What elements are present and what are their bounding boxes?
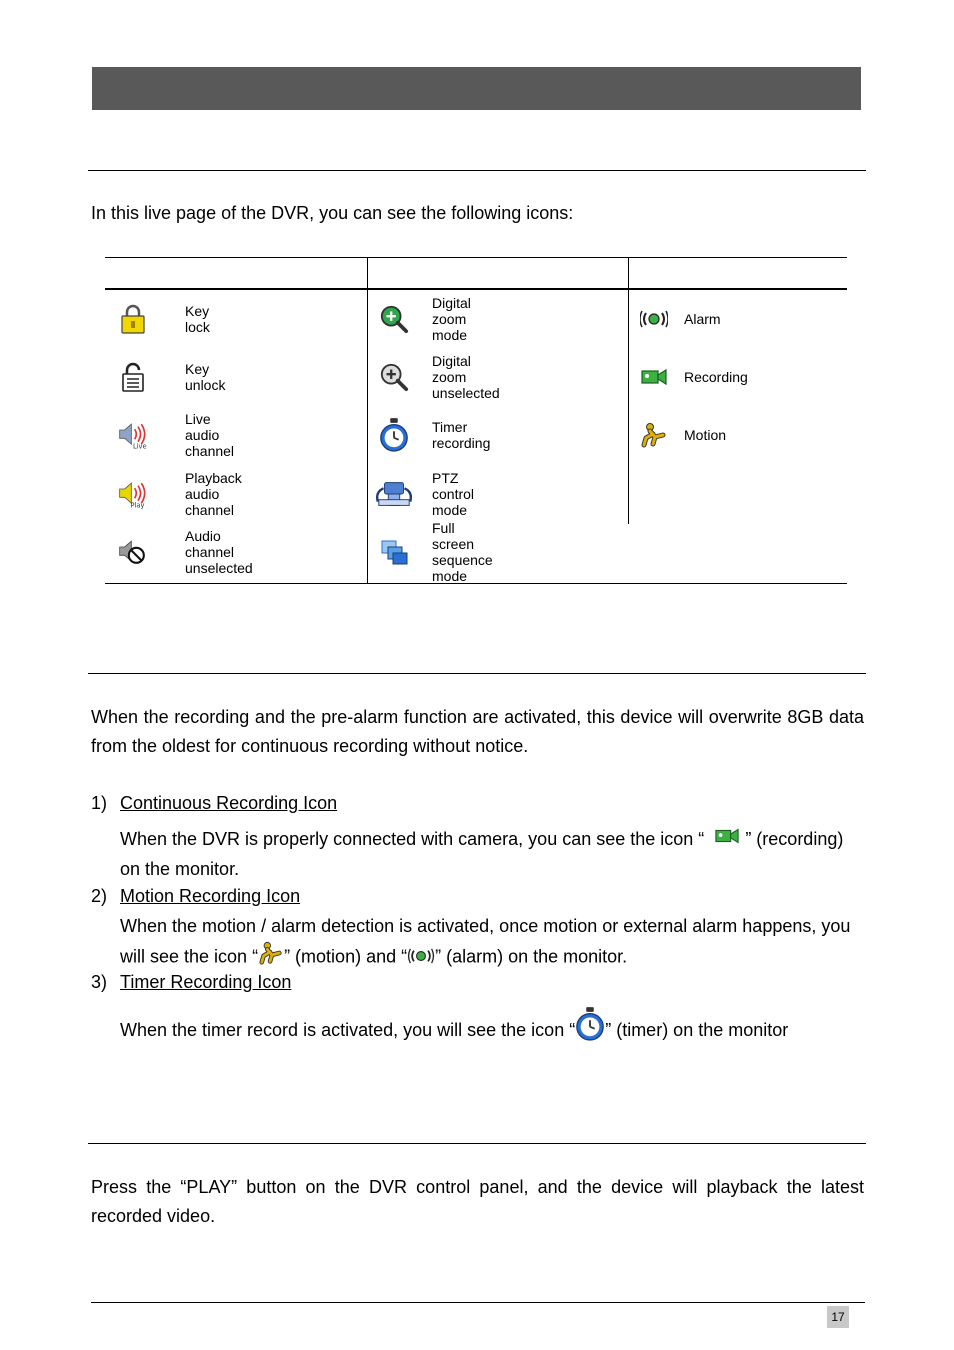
list-body [120, 911, 865, 974]
list-title: Continuous Recording Icon [120, 793, 338, 813]
section-rule [88, 170, 866, 171]
live-audio-icon [118, 418, 148, 452]
icon-row [375, 465, 475, 523]
icon-label: PTZ control mode [432, 470, 475, 518]
icon-row [118, 406, 235, 464]
timer-icon [575, 1006, 605, 1056]
icon-label: Digital zoom unselected [432, 353, 500, 401]
playback-description: Press the “PLAY” button on the DVR control panel, and the device will playback the latest recorded video. [91, 1177, 864, 1226]
icon-label: Audio channel unselected [185, 528, 253, 576]
list-title: Motion Recording Icon [120, 886, 301, 906]
alarm-icon [407, 943, 435, 973]
timer-icon [379, 418, 409, 452]
key-lock-icon [118, 302, 148, 336]
list-number: 2) [91, 886, 108, 906]
section-rule [88, 673, 866, 674]
section-rule [88, 1143, 866, 1144]
list-text: ” (recording) on the monitor. [120, 829, 844, 879]
icon-label: Motion [684, 427, 727, 443]
icon-label: Recording [684, 369, 748, 385]
list-number: 1) [91, 793, 108, 813]
icon-table [105, 257, 847, 584]
icon-row [118, 465, 242, 523]
digital-zoom-icon [379, 302, 409, 336]
digital-zoom-unselected-icon [379, 360, 409, 394]
icon-row [639, 290, 721, 348]
chapter-header-bar [92, 67, 861, 110]
icon-row [639, 348, 748, 406]
list-text: When the motion / alarm detection is activated, once motion or external alarm happens, you will see the icon “ [120, 916, 851, 967]
icon-row [379, 520, 493, 584]
list-text: ” (motion) and “ [284, 946, 408, 967]
page-number: 17 [827, 1306, 849, 1328]
list-body [120, 825, 865, 884]
list-text: ” (timer) on the monitor [605, 1019, 789, 1040]
icon-row [379, 348, 500, 406]
list-text: When the timer record is activated, you will see the icon “ [120, 1019, 576, 1040]
table-header-rule [105, 288, 847, 290]
sequence-icon [379, 535, 409, 569]
ptz-icon [375, 477, 413, 511]
list-text: ” (alarm) on the monitor. [435, 946, 628, 967]
alarm-icon [639, 302, 669, 336]
list-body [120, 1006, 865, 1056]
icon-row [639, 406, 727, 464]
table-col-divider [628, 257, 629, 524]
icon-label: Timer recording [432, 419, 491, 451]
icon-label: Digital zoom mode [432, 295, 471, 343]
key-unlock-icon [118, 360, 148, 394]
icon-row [379, 290, 471, 348]
recording-description: When the recording and the pre-alarm function are activated, this device will overwrite 8GB data from the oldest for continuous recording without notice. [91, 707, 864, 756]
live-audio-badge: Live [133, 442, 147, 451]
icon-label: Alarm [684, 311, 721, 327]
icon-label: Playback audio channel [185, 470, 242, 518]
intro-text: In this live page of the DVR, you can see the following icons: [91, 203, 574, 223]
playback-audio-icon [118, 477, 148, 511]
icon-row [379, 406, 491, 464]
icon-label: Full screen sequence mode [432, 520, 493, 584]
recording-icon [639, 360, 669, 394]
list-title: Timer Recording Icon [120, 972, 292, 992]
motion-icon [639, 418, 669, 452]
table-top-rule [105, 257, 847, 258]
icon-row [118, 523, 253, 581]
table-col-divider [367, 257, 368, 584]
icon-row [118, 290, 210, 348]
icon-label: Key lock [185, 303, 210, 335]
footer-rule [91, 1302, 865, 1303]
recording-icon [715, 826, 739, 855]
audio-unselected-icon [118, 535, 148, 569]
list-text: When the DVR is properly connected with camera, you can see the icon “ [120, 829, 705, 849]
list-number: 3) [91, 972, 108, 992]
play-audio-badge: Play [130, 501, 145, 510]
icon-label: Key unlock [185, 361, 226, 393]
icon-row [118, 348, 226, 406]
icon-label: Live audio channel [185, 411, 235, 459]
